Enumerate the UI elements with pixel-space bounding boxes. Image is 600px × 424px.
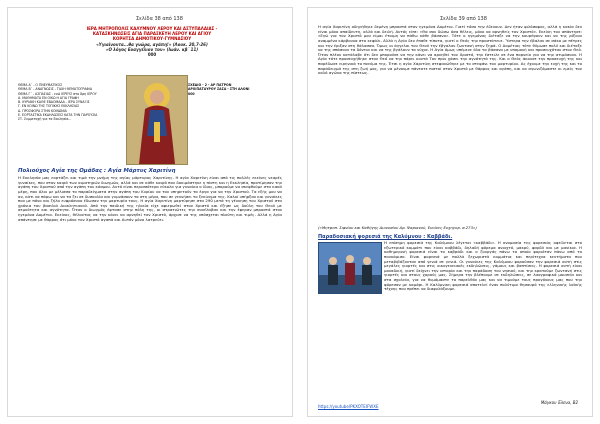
left-page xyxy=(8,8,292,416)
header-line: ΚΟΡΗΤΣΑ ΔΗΜΟΤΙΚΟΥ-ΓΥΜΝΑΣΙΟΥ xyxy=(112,36,192,42)
info-line: Γ. ΕΝ ΚΟΙΝΩ ΤΗΣ ΤΟΠΙΚΗΣ ΕΚΚΛΗΣΙΑΣ xyxy=(18,104,80,109)
info-line: ΘΕΜΑ Γ΄ - ΑΣΠΑΣΙΑΣ - ενώ ΙΕΡΕΥΣ στο Άρη ΙΕΡΟΥ xyxy=(18,91,97,96)
header-line: «Υγιαίνοντα...θα γνώρα, αγάπη!» (Λουκ. 20,7-26) xyxy=(96,41,208,47)
info-line: ΘΕΜΑ Β΄ - ΑΝΑΓΝΩΣΙΣ - ΤΑΧΗ ΘΕΜΑΤΟΓΡΑΦΙΑ xyxy=(18,87,93,92)
body-text-content: Η επίσημη φορεσιά της Καλύμνου λέγεται «καββάδι». Η ονομασία της φορεσιάς οφείλεται στο εξωτερικό κομμάτι που είναι καββάδι, δηλαδή φόρεμα ανοιχτό, μακρύ, φαρδύ και με μανίκια. Η καθημερινή φορεσιά είναι το καβράδι και ο ζουργάς πάνω το οποίο φοριόταν πάνω από το πουκάμισο. Είναι φορεσιά με πολλά ξεχωριστά κομμάτια και περίτεχνα κεντήματα που μεταβιβάζονταν από γενιά σε γενιά. Οι γυναίκες της Καλύμνου φορούσαν την φορεσιά αυτή στις μεγάλες γιορτές και στις οικογενειακές εκδηλώσεις, γάμους και βαπτίσεις. Η φορεσιά αυτή είναι μοναδική, γιατί δείχνει την ιστορία και την παράδοση του νησιού, και την κρατούμε ζωντανή στις γιορτές και στους χορούς μας. Σήμερα την βλέπουμε σε εκδηλώσεις, σε λαογραφικά μουσεία και στα σχολεία, για να θυμόμαστε το παρελθόν μας και να τιμούμε τους προγόνους μας που την φόρεσαν με καμάρι. Η Καλύμνικη φορεσιά αποτελεί έναν πολύτιμο θησαυρό της ελληνικής λαϊκής τέχνης που πρέπει να διαφυλάξουμε. xyxy=(384,241,582,292)
saint-title: Πολιούχος Αγία της Ομάδας : Αγία Μάρτυς Χαριτίνη xyxy=(18,168,176,174)
info-line: Β. ΚΥΡΙΑΚΗ ΚΑΘΕ ΕΒΔΟΜΑΔΑ - ΙΕΡΑ ΣΥΝΑΞΙΣ xyxy=(18,100,90,105)
header-line: 000 xyxy=(147,52,157,58)
info-line: ΣΤ. Συμμετοχή για τα Εκκλησία... xyxy=(18,117,72,122)
section-title: Παραδοσιακή φορεσιά της Καλύμνου : Καββάδι. xyxy=(318,234,453,240)
author-signature: Μάγκου Έλενα, Β2 xyxy=(540,400,578,405)
body-text xyxy=(318,241,582,401)
body-text: Η αγία Χαριτίνη οδηγήθηκε δεμένη μπροστά στον ηγεμόνα Δομέτιο. Γιατί τόσο την έδενουν. Δεν ήταν φιλόσοφος, αλλά η κακία δεν είναι μόνο απαίδευτη, αλλά και δειλή. Αυτός είπε: «Θα σου δώσω όσα θέλεις, μόνο να αρνηθείς τον Χριστό». Εκείνη του απάντησε: «Εγώ για τον Χριστό μου είμαι έτοιμη να πάθω κάθε βάσανο». Τότε ο ηγεμόνας διέταξε να την κουρέψουν και να της ρίξουν αναμμένα κάρβουνα στο κεφάλι. Αλλά η Αγία δεν έπαθε τίποτα, γιατί ο Θεός την προστάτευε. Ύστερα την έβαλαν σε σάκο με πέτρες και την έριξαν στη θάλασσα. Όμως οι άγγελοι του Θεού την έβγαλαν ζωντανή στην ξηρά. Ο Δομέτιος τότε θύμωσε πολύ και διέταξε να της σπάσουν τα δόντια και να της βγάλουν τα νύχια. Η Αγία όμως υπέμενε όλα τα βάσανα με υπομονή και προσευχόταν στον Θεό. Όταν πλέον κατάλαβε ότι δεν μπορούσε να την κάνει να αρνηθεί τον Χριστό, την έστειλε σε ένα πορνείο για να την ατιμάσουν. Η Αγία τότε προσευχήθηκε στον Θεό να την πάρει κοντά Του πριν χάσει την αγνότητά της. Και ο Θεός άκουσε την προσευχή της και παρέδωσε ειρηνικά το πνεύμα της. Έτσι η αγία Χαριτίνη στεφανώθηκε με το στεφάνι του μαρτυρίου. Ας έχουμε την ευχή της και το παράδειγμά της στη ζωή μας, για να μένουμε πάντοτε πιστοί στον Χριστό με θάρρος και αγάπη, και να αγωνιζόμαστε κι εμείς τον καλό αγώνα της πίστεως. xyxy=(318,25,582,76)
saint-icon-image xyxy=(126,75,188,165)
info-line: Α. ΜΑΘΗΜΑΤΑ ΕΝ ΟΙΚΩ Η ΑΓΙΑ ΓΡΑΦΗ xyxy=(18,95,79,100)
header-line: ΚΑΤΑΣΚΗΝΩΣΕΙΣ ΑΓΙΑ ΠΑΡΑΣΚΕΥΗ ΛΕΡΟΥ ΚΑΙ ΑΓΙΟΥ xyxy=(92,31,212,37)
info-line: ΑΡΧΙΠΑΤΑΥΡΟΥ ΣΑΣΑ - ΣΤΗ ΑΛΟΝΙ xyxy=(188,87,250,92)
info-line: Ε. ΕΟΡΤΑΣΤΙΚΑ ΕΚΔΗΛΩΣΕΙΣ ΚΑΤΑ ΤΗΝ ΠΑΡΟΥΣΙΑ xyxy=(18,113,98,118)
info-line: ΘΕΜΑ Α΄ - Ο ΠΝΕΥΜΑΤΙΚΟΣ xyxy=(18,83,63,87)
page-number: Σελίδα 38 από 138 xyxy=(136,16,183,22)
info-right xyxy=(188,83,278,96)
saint-icon xyxy=(127,76,187,164)
right-page xyxy=(308,8,592,416)
info-line: 000 xyxy=(188,91,195,96)
reference: («Μητροπ. Σιφνίου και Καθήγης Διονυσίου Αρ. Ψαριανού, Ευοίνες Ευχηγορ. σ.273») xyxy=(318,225,477,230)
info-line: ΣΧΕΔΙΟ - 2 - ΑΡ ΠΑΤΡΟΝ xyxy=(188,83,232,87)
body-text: Η Εκκλησία μας εορτάζει και τιμά την μνήμη της αγίας μάρτυρος Χαριτίνης. Η αγία Χαριτίνη είναι από τις πολλές εκείνες νεαρές γυναίκες, που στον καιρό των αιματηρών διωγμών, αλλά και σε κάθε καιρό που δοκιμάστηκε η πίστη και η Εκκλησία, προτίμησαν την αγάπη του Χριστού από την αγάπη του κόσμου. Αυτό είναι περισσότερο εύκολο για γυναίκα ο ίδιος, μπορούμε να σκεφθούμε στα κακά μέρη, που όλοι με μέλισσα το παραδείγματα στην αγάπη του Κυρίου να τον υπηρετούν τα έργα για να την Χριστού. Τα εξής μου να αν, κάτι να πάρω και να τα ζει σε δυσκολία και γυμνάσουν τα στη μέρα, που σε γεννήσει το ξεκίνημα της. Καλοί υπήρξαν και γυναίκες που με πόνο και ζήλο ευφρόσυνο έδωσαν την μαρτυρία τους. Η αγία Χαριτίνη μαρτύρησε στα 290 μετά τη γέννηση του Χριστού στα χρόνια του βασιλιά Διοκλητιανού. Από την παιδική της ηλικία είχε αφιερωθεί στον Χριστό και έζησε ως δούλη του Θεού με σεμνότητα και αγνότητα. Όταν ο διωγμός έφτασε στην πόλη της, οι στρατιώτες την συνέλαβαν και την έφεραν μπροστά στον ηγεμόνα Δομέτιο. Εκείνος, θέλοντας να την κάνει να αρνηθεί τον Χριστό, άρχισε να της υπόσχεται πλούτη και τιμές. Αλλά η Αγία απάντησε με θάρρος ότι μόνο τον Χριστό αγαπά και Αυτόν μόνο λατρεύει. xyxy=(18,176,282,222)
info-line: Δ. ΠΡΟΣΦΟΡΑ ΣΤΗΝ ΚΟΙΝΩΝΙΑ xyxy=(18,108,67,113)
page-number: Σελίδα 39 από 138 xyxy=(440,16,487,22)
video-link[interactable]: https://youtube/PKXOTEIFWXE xyxy=(318,404,379,409)
info-left xyxy=(18,83,130,122)
page-header xyxy=(28,26,276,57)
header-line: «Ο λόγος Ευαγγέλιον τον» (Ιωάν. κβ΄ 11) xyxy=(105,46,199,52)
header-line: ΙΕΡΑ ΜΗΤΡΟΠΟΛΙΣ ΚΑΛΥΜΝΟΥ ΛΕΡΟΥ ΚΑΙ ΑΣΤΥΠΑΛΑΙΑΣ - xyxy=(86,26,218,31)
